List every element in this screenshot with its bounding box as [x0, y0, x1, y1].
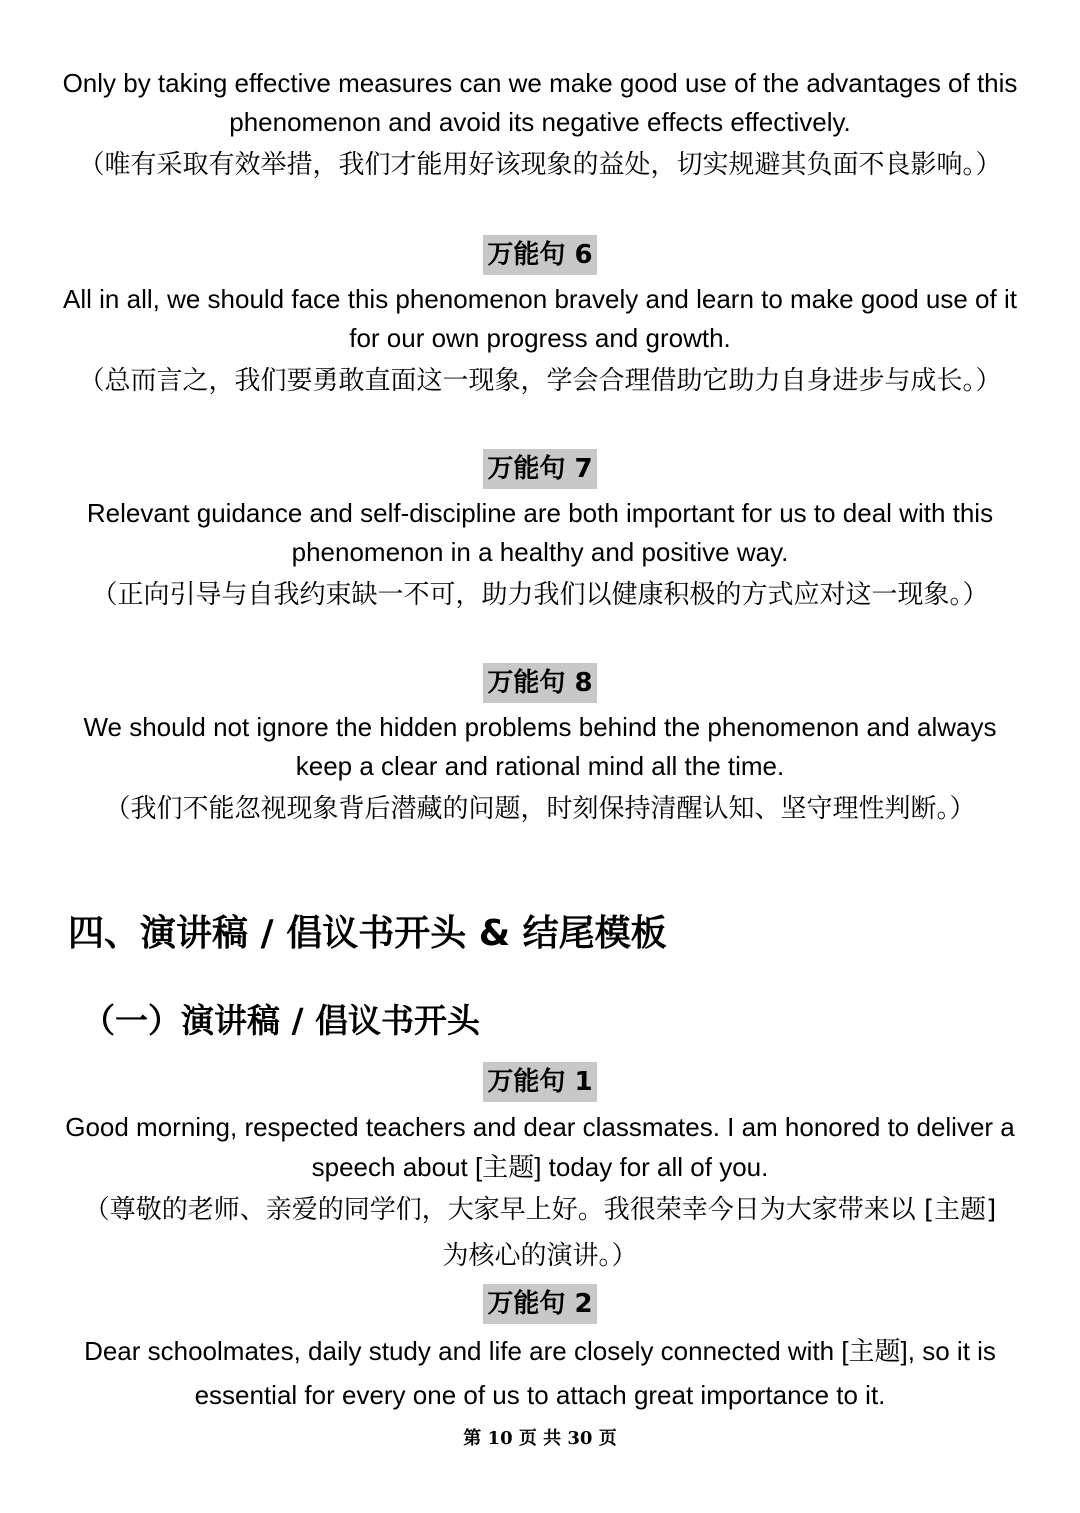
- english-sentence: Good morning, respected teachers and dear classmates. I am honored to deliver a speech about [主题] today for all of you.: [65, 1112, 1015, 1182]
- subsection-heading: （一）演讲稿 / 倡议书开头: [82, 1001, 481, 1040]
- label-row-6: [0, 235, 1080, 275]
- label-row-opening-1: [0, 1062, 1080, 1102]
- english-sentence: Relevant guidance and self-discipline are both important for us to deal with this phenomenon in a healthy and positive way.: [86, 498, 994, 567]
- label-row-8: [0, 663, 1080, 703]
- label-row-7: [0, 449, 1080, 489]
- sentence-label: 万能句 2: [483, 1284, 596, 1324]
- english-sentence: Dear schoolmates, daily study and life are closely connected with [主题], so it is essential for every one of us to attach great importance to it.: [84, 1336, 996, 1410]
- chinese-translation: （总而言之，我们要勇敢直面这一现象，学会合理借助它助力自身进步与成长。）: [78, 366, 1002, 396]
- sentence-label: 万能句 7: [483, 449, 596, 489]
- sentence-7: [60, 494, 1020, 618]
- sentence-label: 万能句 8: [483, 663, 596, 703]
- section-heading: 四、演讲稿 / 倡议书开头 & 结尾模板: [68, 913, 667, 954]
- english-sentence: All in all, we should face this phenomenon bravely and learn to make good use of it for our own progress and growth.: [63, 284, 1017, 353]
- english-sentence: Only by taking effective measures can we make good use of the advantages of this phenomenon and avoid its negative effects effectively.: [62, 68, 1018, 137]
- sentence-6: [60, 280, 1020, 404]
- chinese-translation: （尊敬的老师、亲爱的同学们，大家早上好。我很荣幸今日为大家带来以 [主题] 为核心的演讲。）: [83, 1195, 997, 1271]
- english-sentence: We should not ignore the hidden problems behind the phenomenon and always keep a clear and rational mind all the time.: [83, 712, 997, 781]
- page-number: 第 10 页 共 30 页: [463, 1428, 617, 1449]
- chinese-translation: （我们不能忽视现象背后潜藏的问题，时刻保持清醒认知、坚守理性判断。）: [104, 794, 976, 824]
- label-row-opening-2: [0, 1284, 1080, 1324]
- sentence-label: 万能句 1: [483, 1062, 596, 1102]
- sentence-8: [60, 708, 1020, 832]
- chinese-translation: （唯有采取有效举措，我们才能用好该现象的益处，切实规避其负面不良影响。）: [78, 150, 1002, 180]
- chinese-translation: （正向引导与自我约束缺一不可，助力我们以健康积极的方式应对这一现象。）: [91, 580, 989, 610]
- sentence-label: 万能句 6: [483, 235, 596, 275]
- sentence-5: [60, 64, 1020, 188]
- opening-sentence-2: [60, 1329, 1020, 1417]
- opening-sentence-1: [60, 1107, 1020, 1279]
